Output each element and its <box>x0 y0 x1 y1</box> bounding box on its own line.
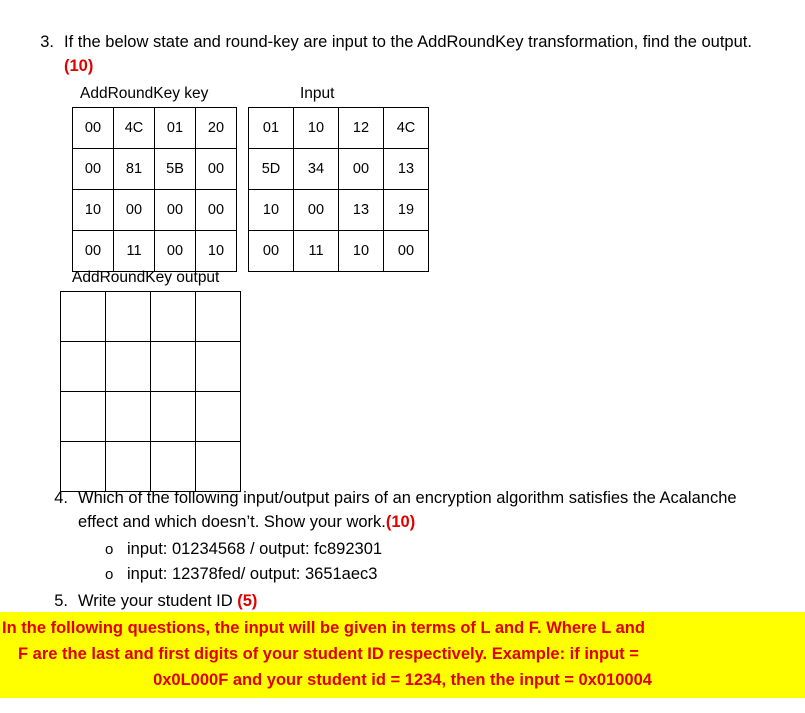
question-5-body: Write your student ID <box>78 592 233 610</box>
bullet-circle-icon: o <box>105 566 114 583</box>
question-4-body: Which of the following input/output pairs of an encryption algorithm satisfies the Acalanche effect and which doesn’t. Show your work. <box>78 489 737 531</box>
table-cell: 00 <box>155 231 196 272</box>
answer-cell[interactable] <box>61 342 106 392</box>
note-line-3: 0x0L000F and your student id = 1234, then the input = 0x010004 <box>153 671 652 689</box>
question-4-subitem-1 <box>105 537 382 562</box>
table-row <box>61 292 241 342</box>
table-row <box>249 108 429 149</box>
input-caption: Input <box>300 85 335 102</box>
answer-cell[interactable] <box>151 392 196 442</box>
question-4-number: 4. <box>54 489 68 507</box>
question-3 <box>20 30 780 78</box>
question-5-number: 5. <box>54 592 68 610</box>
table-cell: 10 <box>339 231 384 272</box>
table-row <box>73 190 237 231</box>
addroundkey-key-caption: AddRoundKey key <box>80 85 209 102</box>
table-cell: 00 <box>155 190 196 231</box>
question-4-subitem-1-text: input: 01234568 / output: fc892301 <box>127 540 383 558</box>
answer-cell[interactable] <box>196 442 241 492</box>
table-cell: 81 <box>114 149 155 190</box>
table-row <box>73 231 237 272</box>
question-4-text <box>78 486 778 534</box>
question-5-marks: (5) <box>237 592 258 610</box>
table-cell: 00 <box>196 149 237 190</box>
table-cell: 11 <box>294 231 339 272</box>
answer-cell[interactable] <box>61 442 106 492</box>
table-cell: 00 <box>114 190 155 231</box>
answer-cell[interactable] <box>106 342 151 392</box>
table-row <box>73 108 237 149</box>
addroundkey-key-table-block <box>72 84 237 272</box>
table-cell: 13 <box>384 149 429 190</box>
answer-cell[interactable] <box>151 292 196 342</box>
table-cell: 13 <box>339 190 384 231</box>
table-cell: 00 <box>73 108 114 149</box>
table-cell: 10 <box>196 231 237 272</box>
question-5 <box>34 589 779 613</box>
highlighted-note <box>0 612 805 698</box>
answer-cell[interactable] <box>61 292 106 342</box>
answer-cell[interactable] <box>151 342 196 392</box>
table-cell: 19 <box>384 190 429 231</box>
table-cell: 12 <box>339 108 384 149</box>
table-cell: 4C <box>114 108 155 149</box>
table-row <box>249 149 429 190</box>
table-row <box>61 392 241 442</box>
table-cell: 00 <box>339 149 384 190</box>
table-cell: 10 <box>294 108 339 149</box>
table-cell: 10 <box>249 190 294 231</box>
addroundkey-output-caption: AddRoundKey output <box>72 269 220 286</box>
question-3-text <box>64 30 779 78</box>
table-row <box>61 442 241 492</box>
question-3-marks: (10) <box>64 57 94 75</box>
table-cell: 01 <box>249 108 294 149</box>
question-3-body: If the below state and round-key are input to the AddRoundKey transformation, find the output. <box>64 33 752 51</box>
question-4-subitem-2-text: input: 12378fed/ output: 3651aec3 <box>127 565 378 583</box>
addroundkey-key-table <box>72 107 237 272</box>
answer-cell[interactable] <box>106 292 151 342</box>
table-cell: 00 <box>249 231 294 272</box>
addroundkey-output-table <box>60 291 241 492</box>
table-cell: 00 <box>196 190 237 231</box>
table-row <box>249 231 429 272</box>
input-table <box>248 107 429 272</box>
table-cell: 00 <box>73 149 114 190</box>
answer-cell[interactable] <box>196 292 241 342</box>
question-4 <box>34 486 779 534</box>
answer-cell[interactable] <box>151 442 196 492</box>
table-cell: 10 <box>73 190 114 231</box>
note-line-1: In the following questions, the input will be given in terms of L and F. Where L and <box>2 619 645 637</box>
question-3-number: 3. <box>40 33 54 51</box>
table-cell: 00 <box>384 231 429 272</box>
table-cell: 4C <box>384 108 429 149</box>
table-cell: 00 <box>294 190 339 231</box>
answer-cell[interactable] <box>106 392 151 442</box>
answer-cell[interactable] <box>61 392 106 442</box>
table-cell: 01 <box>155 108 196 149</box>
table-cell: 00 <box>73 231 114 272</box>
table-cell: 34 <box>294 149 339 190</box>
table-cell: 5B <box>155 149 196 190</box>
table-row <box>61 342 241 392</box>
answer-cell[interactable] <box>196 392 241 442</box>
answer-cell[interactable] <box>106 442 151 492</box>
question-4-marks: (10) <box>385 513 416 531</box>
table-row <box>73 149 237 190</box>
bullet-circle-icon: o <box>105 541 114 558</box>
table-cell: 5D <box>249 149 294 190</box>
answer-cell[interactable] <box>196 342 241 392</box>
question-4-subitem-2 <box>105 562 377 587</box>
input-table-block <box>248 84 429 272</box>
note-line-2: F are the last and first digits of your student ID respectively. Example: if input = <box>18 645 639 663</box>
addroundkey-output-table-block <box>60 268 241 492</box>
question-5-text <box>78 589 257 613</box>
table-cell: 11 <box>114 231 155 272</box>
table-row <box>249 190 429 231</box>
table-cell: 20 <box>196 108 237 149</box>
